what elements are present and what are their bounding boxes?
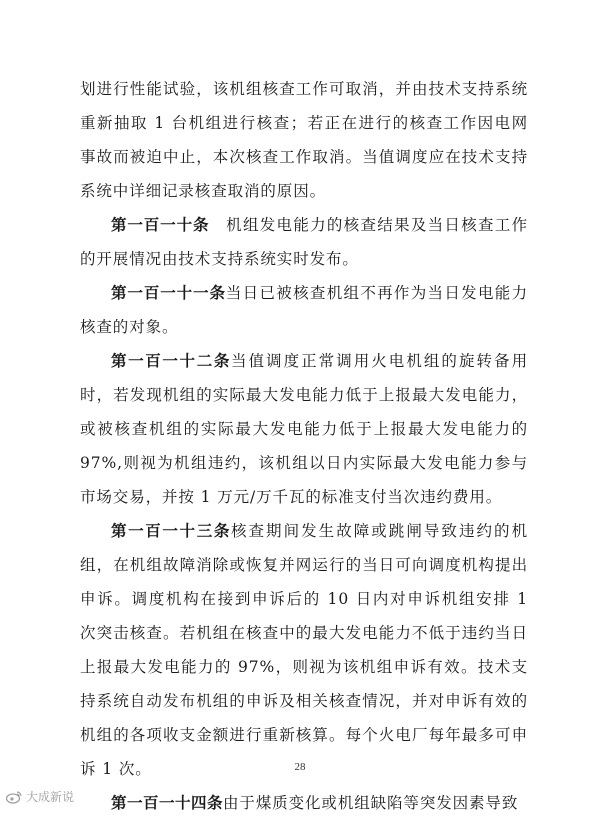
paragraph-text: 由于煤质变化或机组缺陷等突发因素导致 xyxy=(223,794,519,812)
article-number: 第一百一十一条 xyxy=(111,284,226,302)
weibo-logo-icon xyxy=(6,790,22,804)
paragraph-text: 机组发电能力的核查结果及当日核查工作的开展情况由技术支持系统实时发布。 xyxy=(80,216,528,268)
article-110 xyxy=(80,208,528,276)
article-111 xyxy=(80,276,528,344)
paragraph-continuation xyxy=(80,72,528,208)
watermark xyxy=(6,788,74,805)
document-body xyxy=(80,72,528,820)
article-number: 第一百一十四条 xyxy=(111,794,224,812)
page-number: 28 xyxy=(294,761,306,773)
article-113 xyxy=(80,514,528,786)
article-number: 第一百一十三条 xyxy=(111,522,231,540)
paragraph-text: 当值调度正常调用火电机组的旋转备用时，若发现机组的实际最大发电能力低于上报最大发电能力，或被核查机组的实际最大发电能力低于上报最大发电能力的97%,则视为机组违约，该机组以日内实际最大发电能力参与市场交易，并按 1 万元/万千瓦的标准支付当次违约费用。 xyxy=(80,352,528,506)
paragraph-text: 核查期间发生故障或跳闸导致违约的机组，在机组故障消除或恢复并网运行的当日可向调度机构提出申诉。调度机构在接到申诉后的 10 日内对申诉机组安排 1 次突击核查。若机组在核查中的最大发电能力不低于违约当日上报最大发电能力的 97%，则视为该机组申诉有效。技术支持系统自动发布机组的申诉及相关核查情况，并对申诉有效的机组的各项收支金额进行重新核算。每个火电厂每年最多可申诉 1 次。 xyxy=(80,522,528,778)
article-number: 第一百一十条 xyxy=(111,216,210,234)
paragraph-text: 划进行性能试验，该机组核查工作可取消，并由技术支持系统重新抽取 1 台机组进行核查；若正在进行的核查工作因电网事故而被迫中止，本次核查工作取消。当值调度应在技术支持系统中详细记录核查取消的原因。 xyxy=(80,80,528,200)
article-114 xyxy=(80,786,528,820)
article-number: 第一百一十二条 xyxy=(111,352,231,370)
watermark-text: 大成新说 xyxy=(26,790,75,804)
article-112 xyxy=(80,344,528,514)
paragraph-text: 当日已被核查机组不再作为当日发电能力核查的对象。 xyxy=(80,284,528,336)
